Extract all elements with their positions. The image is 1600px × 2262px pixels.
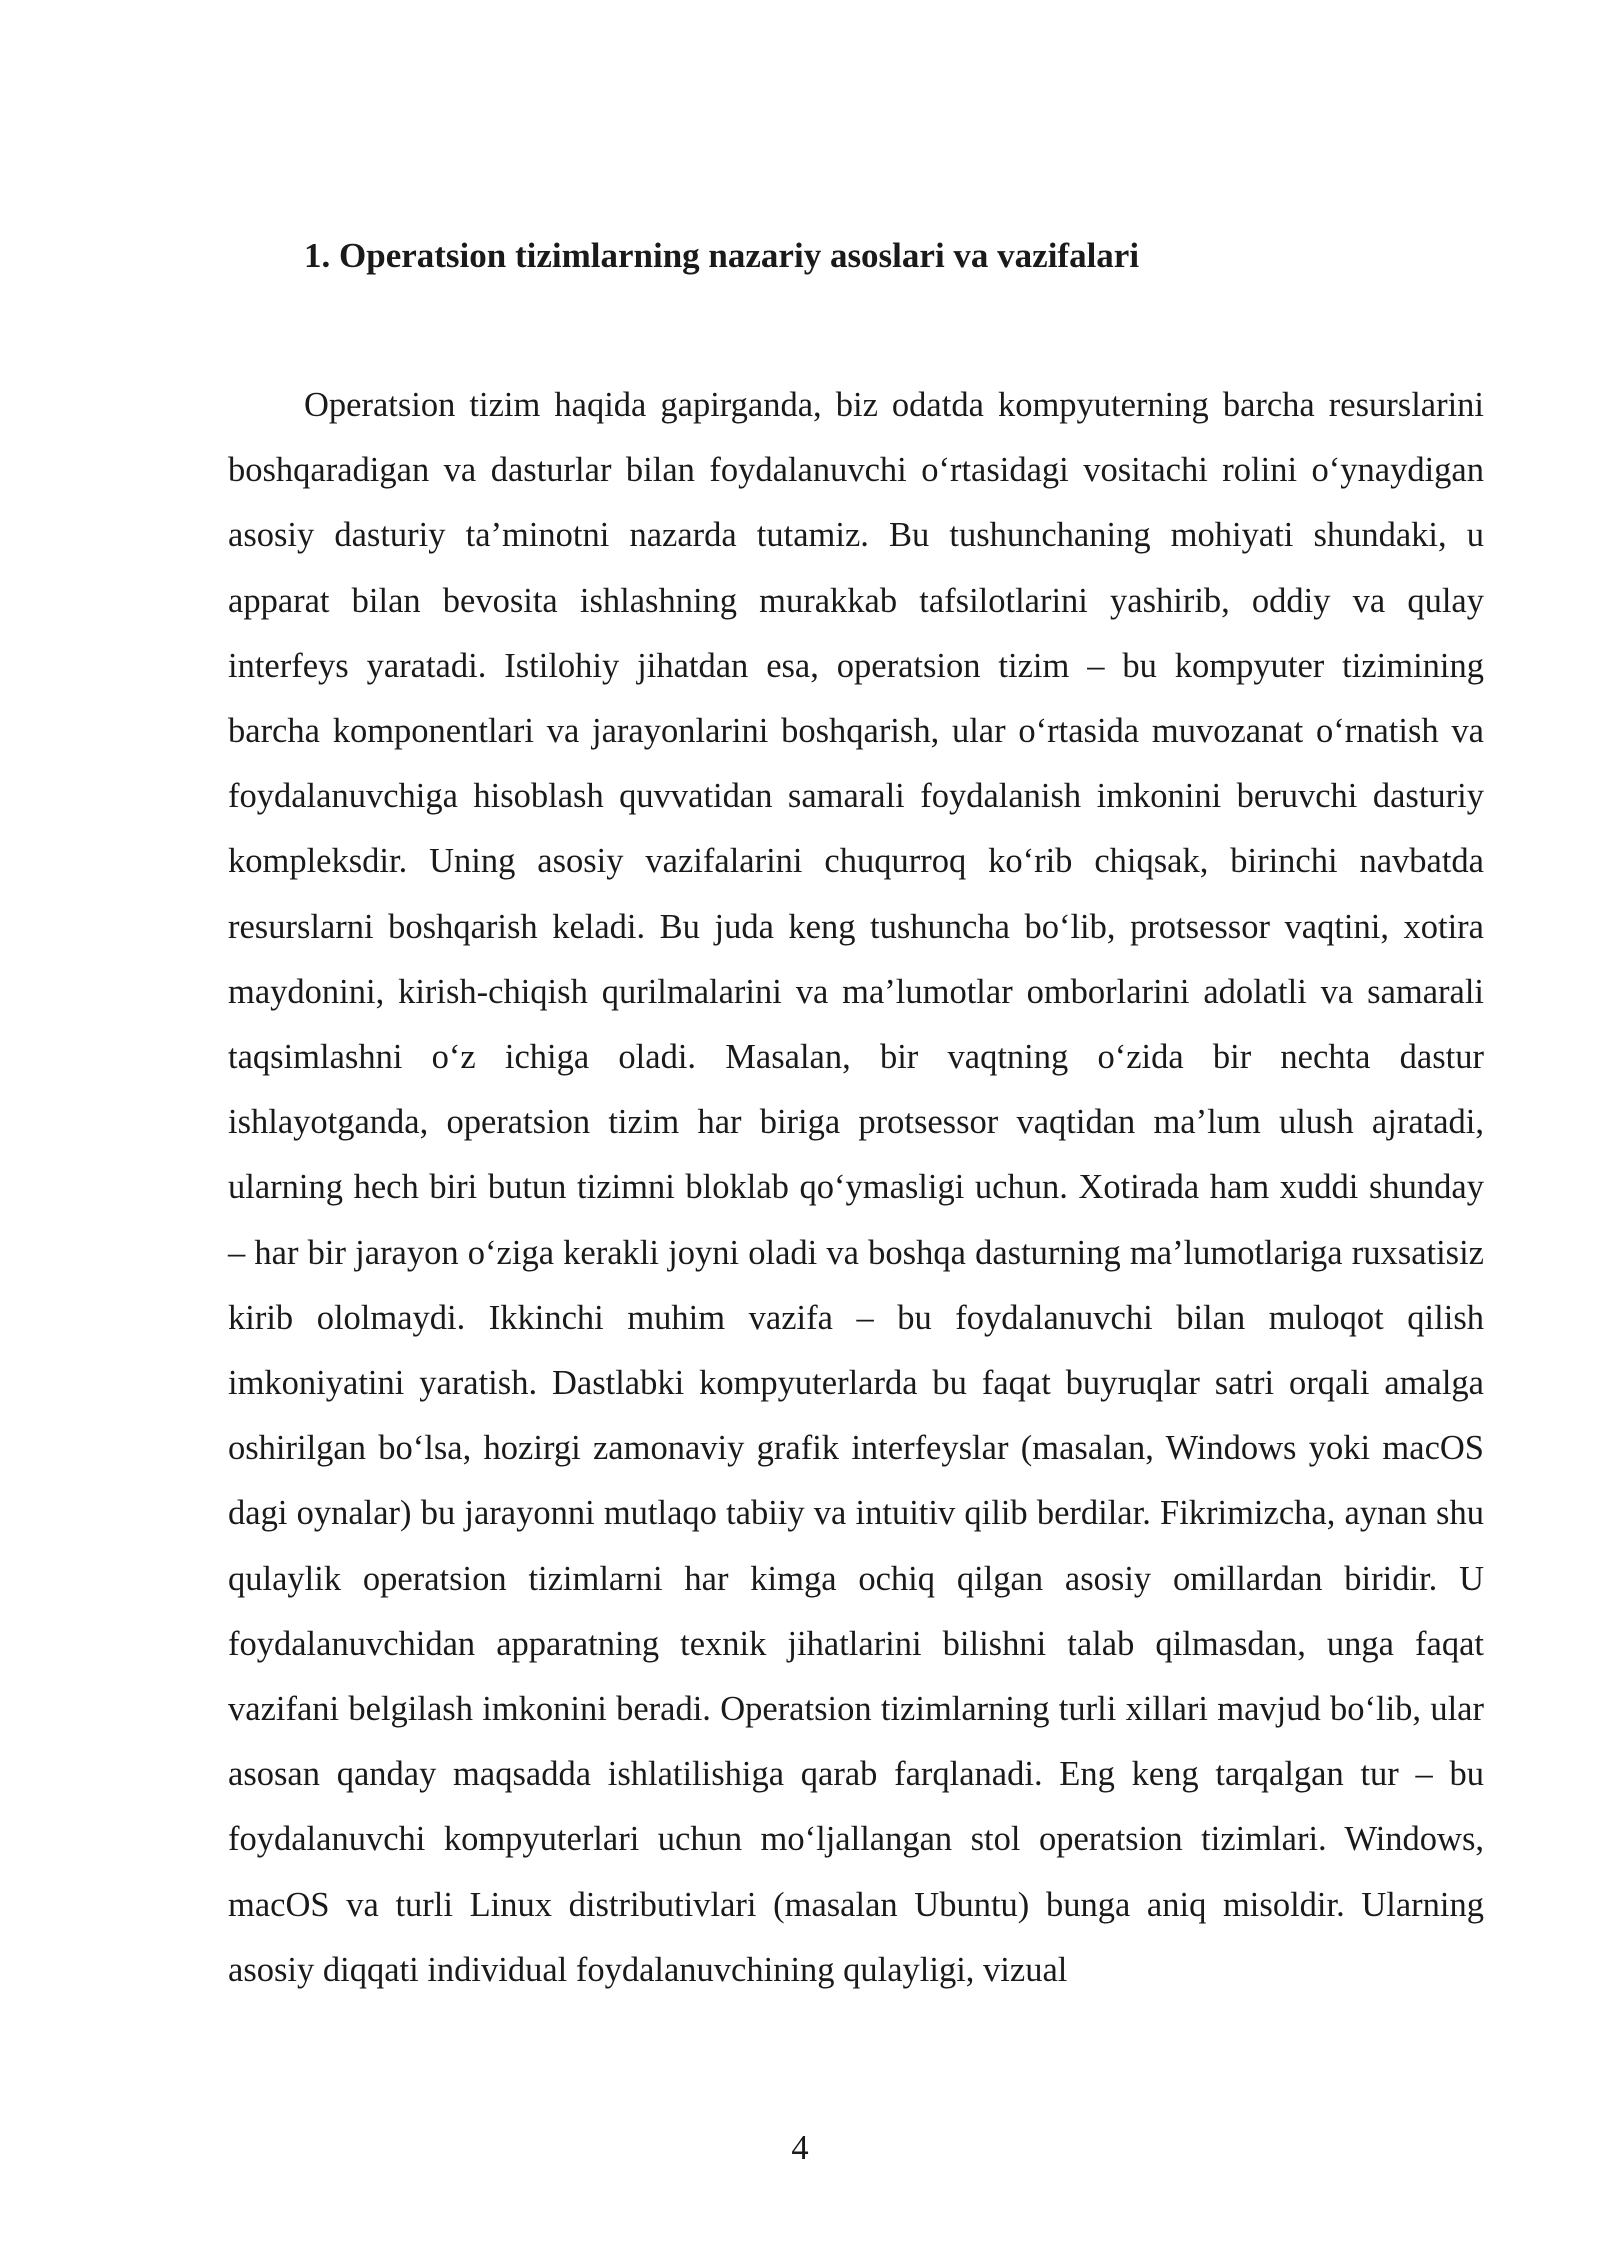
page-number: 4 <box>791 2129 809 2167</box>
body-paragraph: Operatsion tizim haqida gapirganda, biz odatda kompyuterning barcha resurslarini boshqaradigan va dasturlar bilan foydalanuvchi o‘rtasidagi vositachi rolini o‘ynaydigan asosiy dasturiy ta’minotni nazarda tutamiz. Bu tushunchaning mohiyati shundaki, u apparat bilan bevosita ishlashning murakkab tafsilotlarini yashirib, oddiy va qulay interfeys yaratadi. Istilohiy jihatdan esa, operatsion tizim – bu kompyuter tizimining barcha komponentlari va jarayonlarini boshqarish, ular o‘rtasida muvozanat o‘rnatish va foydalanuvchiga hisoblash quvvatidan samarali foydalanish imkonini beruvchi dasturiy kompleksdir. Uning asosiy vazifalarini chuqurroq ko‘rib chiqsak, birinchi navbatda resurslarni boshqarish keladi. Bu juda keng tushuncha bo‘lib, protsessor vaqtini, xotira maydonini, kirish-chiqish qurilmalarini va ma’lumotlar omborlarini adolatli va samarali taqsimlashni o‘z ichiga oladi. Masalan, bir vaqtning o‘zida bir nechta dastur ishlayotganda, operatsion tizim har biriga protsessor vaqtidan ma’lum ulush ajratadi, ularning hech biri butun tizimni bloklab qo‘ymasligi uchun. Xotirada ham xuddi shunday – har bir jarayon o‘ziga kerakli joyni oladi va boshqa dasturning ma’lumotlariga ruxsatisiz kirib ololmaydi. Ikkinchi muhim vazifa – bu foydalanuvchi bilan muloqot qilish imkoniyatini yaratish. Dastlabki kompyuterlarda bu faqat buyruqlar satri orqali amalga oshirilgan bo‘lsa, hozirgi zamonaviy grafik interfeyslar (masalan, Windows yoki macOS dagi oynalar) bu jarayonni mutlaqo tabiiy va intuitiv qilib berdilar. Fikrimizcha, aynan shu qulaylik operatsion tizimlarni har kimga ochiq qilgan asosiy omillardan biridir. U foydalanuvchidan apparatning texnik jihatlarini bilishni talab qilmasdan, unga faqat vazifani belgilash imkonini beradi. Operatsion tizimlarning turli xillari mavjud bo‘lib, ular asosan qanday maqsadda ishlatilishiga qarab farqlanadi. Eng keng tarqalgan tur – bu foydalanuvchi kompyuterlari uchun mo‘ljallangan stol operatsion tizimlari. Windows, macOS va turli Linux distributivlari (masalan Ubuntu) bunga aniq misoldir. Ularning asosiy diqqati individual foydalanuvchining qulayligi, vizual <box>228 386 1484 1989</box>
section-heading: 1. Operatsion tizimlarning nazariy asoslari va vazifalari <box>304 236 1140 275</box>
